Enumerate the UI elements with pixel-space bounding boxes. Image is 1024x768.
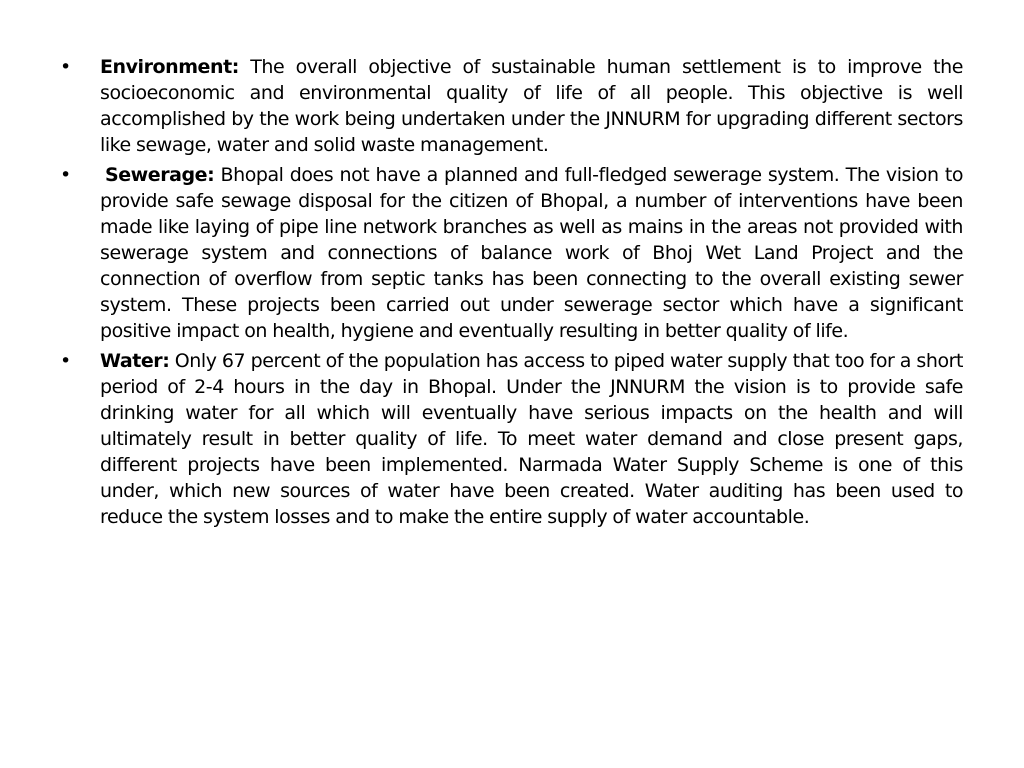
item-label-environment: Environment: — [100, 56, 239, 78]
item-label-water: Water: — [100, 350, 170, 372]
item-text-water: Only 67 percent of the population has access to piped water supply that too for a short period of 2-4 hours in the day in Bhopal. Under the JNNURM the vision is to provide safe drinking water for all which will eventually have serious impacts on the health and will ultimately result in better quality of life. To meet water demand and close present gaps, different projects have been implemented. Narmada Water Supply Scheme is one of this under, which new sources of water have been created. Water auditing has been used to reduce the system losses and to make the entire supply of water accountable. — [100, 350, 963, 528]
bullet-item-sewerage — [60, 162, 963, 344]
item-text-sewerage: Bhopal does not have a planned and full-fledged sewerage system. The vision to provide safe sewage disposal for the citizen of Bhopal, a number of interventions have been made like laying of pipe line network branches as well as mains in the areas not provided with sewerage system and connections of balance work of Bhoj Wet Land Project and the connection of overflow from septic tanks has been connecting to the overall existing sewer system. These projects been carried out under sewerage sector which have a significant positive impact on health, hygiene and eventually resulting in better quality of life. — [100, 164, 964, 342]
item-label-sewerage: Sewerage: — [105, 164, 215, 186]
bullet-dot-icon: • — [60, 350, 71, 372]
bullet-dot-icon: • — [60, 56, 71, 78]
item-text-environment: The overall objective of sustainable human settlement is to improve the socioeconomic and environmental quality of life of all people. This objective is well accomplished by the work being undertaken under the JNNURM for upgrading different sectors like sewage, water and solid waste management. — [100, 56, 963, 156]
bullet-item-water — [60, 348, 963, 530]
bullet-list — [60, 54, 963, 534]
bullet-item-environment — [60, 54, 963, 158]
bullet-dot-icon: • — [60, 164, 71, 186]
